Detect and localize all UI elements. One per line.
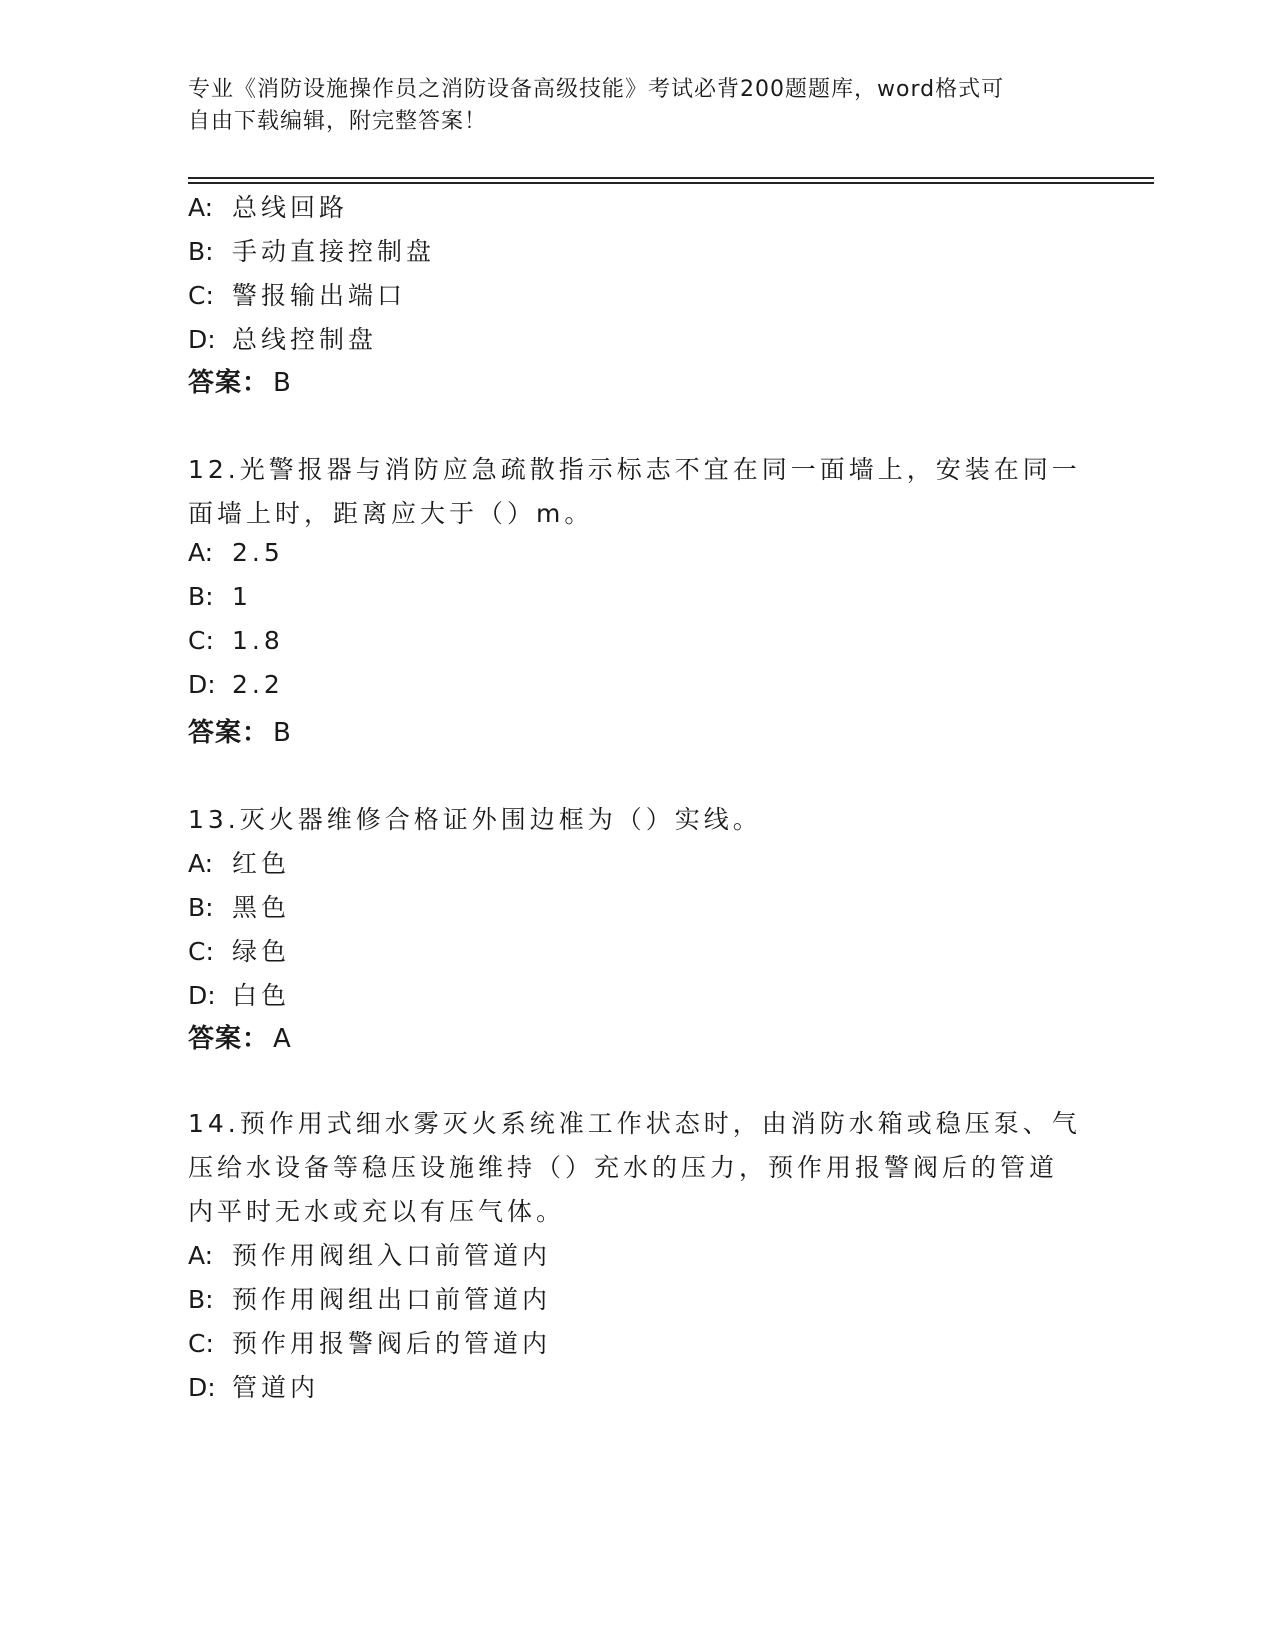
q11-option-d: [188, 320, 1088, 356]
q13-option-b: [188, 888, 1088, 924]
option-letter: B:: [188, 237, 214, 266]
document-header: [188, 74, 1068, 138]
q14-option-a: [188, 1236, 1088, 1272]
q14-stem-line-2: 压给水设备等稳压设施维持（）充水的压力，预作用报警阀后的管道: [188, 1153, 1059, 1182]
q13-answer: [188, 1018, 292, 1055]
q12-option-b: [188, 582, 1088, 611]
option-letter: A:: [188, 193, 214, 222]
header-line-1: 专业《消防设施操作员之消防设备高级技能》考试必背200题题库，word格式可: [188, 77, 1005, 102]
q13-option-a: [188, 844, 1088, 880]
option-letter: D:: [188, 325, 216, 354]
answer-label: 答案：: [188, 1024, 270, 1054]
option-text: 2.2: [232, 670, 284, 699]
q14-option-b: [188, 1280, 1088, 1316]
option-letter: B:: [188, 582, 214, 611]
answer-value: A: [273, 1024, 292, 1054]
q14-option-d: [188, 1368, 1088, 1404]
option-text: 手动直接控制盘: [232, 237, 436, 266]
q13-option-c: [188, 932, 1088, 968]
option-letter: D:: [188, 670, 216, 699]
answer-value: B: [273, 718, 292, 748]
option-text: 1: [232, 582, 252, 611]
q11-answer: [188, 362, 292, 399]
q13-option-d: [188, 976, 1088, 1012]
header-line-2: 自由下载编辑，附完整答案！: [188, 109, 488, 134]
q12-option-d: [188, 670, 1088, 699]
option-text: 警报输出端口: [232, 281, 407, 310]
option-text: 1.8: [232, 626, 284, 655]
q14-stem-line-1: 14.预作用式细水雾灭火系统准工作状态时，由消防水箱或稳压泵、气: [188, 1109, 1081, 1138]
option-text: 预作用报警阀后的管道内: [232, 1329, 552, 1358]
option-letter: A:: [188, 849, 214, 878]
option-letter: C:: [188, 626, 214, 655]
answer-label: 答案：: [188, 368, 270, 398]
q11-option-c: [188, 276, 1088, 312]
q12-option-c: [188, 626, 1088, 655]
option-text: 黑色: [232, 893, 291, 922]
q12-stem-line-2: 面墙上时，距离应大于（）m。: [188, 499, 594, 528]
option-letter: D:: [188, 981, 216, 1010]
option-letter: C:: [188, 1329, 214, 1358]
option-letter: B:: [188, 1285, 214, 1314]
q14-stem-line-3: 内平时无水或充以有压气体。: [188, 1197, 566, 1226]
option-letter: C:: [188, 281, 214, 310]
header-divider-bottom: [188, 182, 1154, 184]
header-divider-top: [188, 177, 1154, 179]
option-text: 预作用阀组入口前管道内: [232, 1241, 552, 1270]
q14-option-c: [188, 1324, 1088, 1360]
q12-answer: [188, 712, 292, 749]
option-text: 2.5: [232, 538, 284, 567]
option-text: 预作用阀组出口前管道内: [232, 1285, 552, 1314]
option-text: 总线回路: [232, 193, 349, 222]
answer-label: 答案：: [188, 718, 270, 748]
option-letter: D:: [188, 1373, 216, 1402]
q12-option-a: [188, 538, 1088, 567]
option-text: 白色: [232, 981, 291, 1010]
q12-stem-line-1: 12.光警报器与消防应急疏散指示标志不宜在同一面墙上，安装在同一: [188, 455, 1081, 484]
q11-option-b: [188, 232, 1088, 268]
option-text: 红色: [232, 849, 291, 878]
option-text: 管道内: [232, 1373, 320, 1402]
q13-stem-line-1: 13.灭火器维修合格证外围边框为（）实线。: [188, 805, 762, 834]
q11-option-a: [188, 188, 1088, 224]
option-text: 绿色: [232, 937, 291, 966]
option-letter: B:: [188, 893, 214, 922]
option-letter: A:: [188, 538, 214, 567]
option-text: 总线控制盘: [232, 325, 378, 354]
option-letter: A:: [188, 1241, 214, 1270]
answer-value: B: [273, 368, 292, 398]
option-letter: C:: [188, 937, 214, 966]
